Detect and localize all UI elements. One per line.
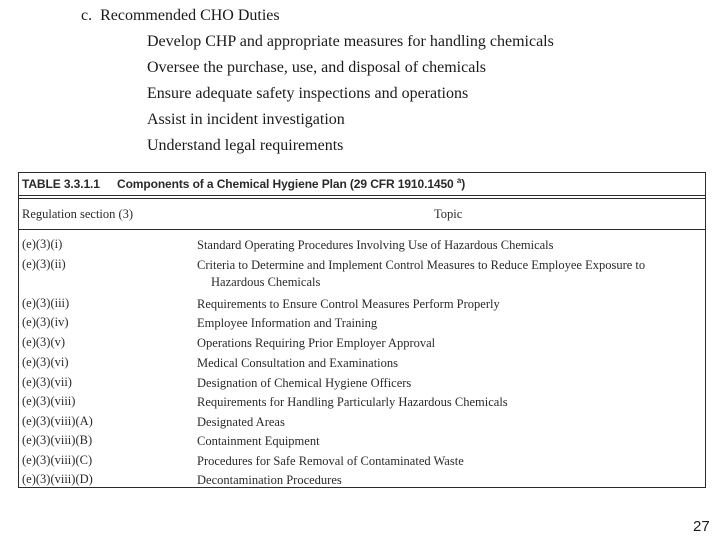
outline-item-text: Oversee the purchase, use, and disposal of chemicals — [147, 59, 486, 76]
table-row-topic-text: Standard Operating Procedures Involving Use of Hazardous Chemicals — [197, 238, 554, 252]
table-caption-close: ) — [461, 177, 466, 191]
outline-item-text: Develop CHP and appropriate measures for handling chemicals — [147, 33, 554, 50]
table-row-topic-text: Decontamination Procedures — [197, 473, 342, 487]
table-row-topic-text: Operations Requiring Prior Employer Approval — [197, 336, 436, 350]
table-caption — [22, 176, 465, 191]
table-row-section: (e)(3)(viii)(D) — [22, 472, 93, 486]
table-row-section: (e)(3)(vii) — [22, 375, 72, 389]
outline-item-text: Ensure adequate safety inspections and operations — [147, 85, 469, 102]
table-rule-header — [19, 229, 705, 230]
table-row-section: (e)(3)(viii)(A) — [22, 414, 93, 428]
table-row-topic-text: Designation of Chemical Hygiene Officers — [197, 376, 412, 390]
table-row-section: (e)(3)(v) — [22, 335, 66, 349]
table-row-topic-text: Designated Areas — [197, 415, 285, 429]
table-row-topic — [197, 335, 435, 352]
table-rule-top-double — [19, 198, 705, 199]
table-row-section: (e)(3)(iv) — [22, 315, 69, 329]
column-header-regulation-section: Regulation section (3) — [22, 207, 134, 221]
outline-item-text: Assist in incident investigation — [147, 111, 345, 128]
table-row-topic-text: Criteria to Determine and Implement Control Measures to Reduce Employee Exposure to — [197, 258, 646, 272]
table-row-topic — [197, 296, 500, 313]
table-row-topic-text: Requirements to Ensure Control Measures Perform Properly — [197, 297, 500, 311]
table-caption-number: TABLE 3.3.1.1 — [22, 177, 100, 191]
table-row-section: (e)(3)(iii) — [22, 296, 70, 310]
table-caption-title: Components of a Chemical Hygiene Plan (29 CFR 1910.1450 — [117, 177, 454, 191]
table-row-section: (e)(3)(i) — [22, 237, 63, 251]
table-row-topic — [197, 394, 508, 411]
table-row-topic — [197, 433, 320, 450]
table-row-topic-text: Medical Consultation and Examinations — [197, 356, 399, 370]
outline-item-text: Understand legal requirements — [147, 137, 344, 154]
table-row-topic — [197, 257, 645, 291]
table-row-topic-text: Containment Equipment — [197, 434, 320, 448]
table-row-topic-text: Requirements for Handling Particularly Hazardous Chemicals — [197, 395, 508, 409]
table-row-topic — [197, 375, 411, 392]
table-row-topic — [197, 472, 342, 488]
table-row-section: (e)(3)(ii) — [22, 257, 66, 271]
page-number: 27 — [693, 518, 710, 535]
table-row-section: (e)(3)(viii)(B) — [22, 433, 93, 447]
table-row-section: (e)(3)(viii)(C) — [22, 453, 93, 467]
chemical-hygiene-plan-table — [18, 172, 706, 488]
table-row-topic-continuation: Hazardous Chemicals — [211, 275, 321, 289]
column-header-topic: Topic — [434, 207, 463, 221]
table-row-topic — [197, 453, 464, 470]
table-row-section: (e)(3)(viii) — [22, 394, 76, 408]
table-row-topic — [197, 315, 377, 332]
table-row-topic — [197, 355, 398, 372]
outline-heading: c. Recommended CHO Duties — [81, 7, 280, 24]
table-row-topic-text: Employee Information and Training — [197, 316, 378, 330]
table-row-section: (e)(3)(vi) — [22, 355, 69, 369]
table-rule-top — [19, 195, 705, 196]
table-row-topic-text: Procedures for Safe Removal of Contaminated Waste — [197, 454, 464, 468]
table-row-topic — [197, 414, 285, 431]
table-caption-footnote-mark: a — [456, 176, 462, 185]
table-row-topic — [197, 237, 554, 254]
